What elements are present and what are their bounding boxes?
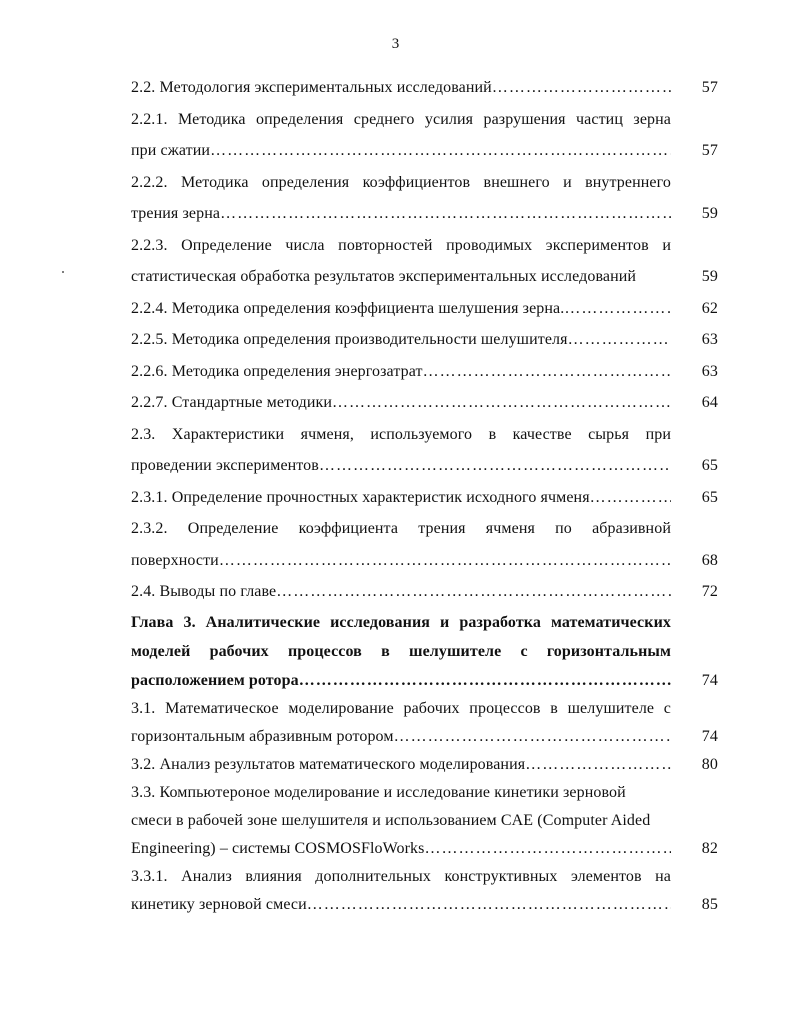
toc-entry-2-2 xyxy=(131,72,718,104)
toc-page-number: 64 xyxy=(701,394,718,411)
toc-entry-title-line: 2.2.1. Методика определения среднего усилия разрушения частиц зерна xyxy=(131,110,671,128)
toc-entry-2-2-4 xyxy=(131,293,718,325)
toc-entry-title: 2.2.7. Стандартные методики xyxy=(131,394,333,411)
leader-dots xyxy=(525,751,671,779)
toc-entry-chapter-3 xyxy=(131,608,718,695)
leader-dots xyxy=(423,356,671,388)
leader-dots xyxy=(590,482,671,514)
toc-entry-title-line: 3.3. Компьютероное моделирование и исследование кинетики зерновой xyxy=(131,783,626,801)
toc-entry-title-line: Глава 3. Аналитические исследования и разработка математических xyxy=(131,613,671,631)
toc-entry-title: 2.2.4. Методика определения коэффициента шелушения зерна. xyxy=(131,299,565,317)
toc-entry-3-1 xyxy=(131,695,718,751)
leader-dots xyxy=(332,387,671,419)
toc-page-number: 85 xyxy=(701,895,718,913)
toc-entry-title: трения зерна xyxy=(131,205,221,222)
toc-page-number: 62 xyxy=(701,299,718,317)
toc-entry-title: кинетику зерновой смеси xyxy=(131,895,307,913)
toc-entry-2-2-1 xyxy=(131,104,718,167)
toc-entry-title: расположением ротора xyxy=(131,671,299,689)
toc-entry-title: 2.2.6. Методика определения энергозатрат xyxy=(131,362,423,380)
toc-entry-3-2 xyxy=(131,751,718,779)
toc-page-number: 63 xyxy=(701,331,718,348)
toc-entry-title-line: 2.2.2. Методика определения коэффициентов внешнего и внутреннего xyxy=(131,173,671,191)
toc-entry-2-2-3 xyxy=(131,230,718,293)
leader-dots xyxy=(568,324,671,356)
toc-entry-2-2-6 xyxy=(131,356,718,388)
table-of-contents xyxy=(131,72,718,919)
toc-page-number: 72 xyxy=(701,583,718,600)
toc-page-number: 65 xyxy=(701,488,718,506)
toc-entry-title: проведении экспериментов xyxy=(131,457,319,474)
toc-entry-3-3-1 xyxy=(131,863,718,919)
scan-speck xyxy=(62,271,64,273)
leader-dots xyxy=(564,293,671,325)
leader-dots xyxy=(394,723,671,751)
toc-page-number: 82 xyxy=(701,839,718,857)
toc-entry-title: 2.2.5. Методика определения производительности шелушителя xyxy=(131,331,568,348)
leader-dots xyxy=(424,835,671,863)
page-number: 3 xyxy=(391,36,400,52)
leader-dots xyxy=(220,198,671,230)
toc-entry-title-line: 2.3.2. Определение коэффициента трения ячменя по абразивной xyxy=(131,520,671,537)
toc-entry-title-line: 2.3. Характеристики ячменя, используемого в качестве сырья при xyxy=(131,425,671,443)
toc-entry-2-2-7 xyxy=(131,387,718,419)
toc-entry-2-2-2 xyxy=(131,167,718,230)
toc-entry-title-line: 3.1. Математическое моделирование рабочих процессов в шелушителе с xyxy=(131,699,671,717)
toc-page-number: 74 xyxy=(701,727,718,745)
toc-entry-title-line: моделей рабочих процессов в шелушителе с горизонтальным xyxy=(131,642,671,660)
toc-page-number: 57 xyxy=(701,79,718,96)
leader-dots xyxy=(276,576,671,608)
toc-entry-title-line: 3.3.1. Анализ влияния дополнительных конструктивных элементов на xyxy=(131,867,671,885)
toc-entry-title: горизонтальным абразивным ротором xyxy=(131,727,394,745)
toc-entry-2-2-5 xyxy=(131,324,718,356)
leader-dots xyxy=(299,666,671,695)
toc-entry-title: статистическая обработка результатов экспериментальных исследований xyxy=(131,268,637,285)
toc-entry-title: при сжатии xyxy=(131,142,211,159)
toc-page-number: 59 xyxy=(701,205,718,222)
toc-entry-2-3-1 xyxy=(131,482,718,514)
toc-entry-title: 2.3.1. Определение прочностных характеристик исходного ячменя xyxy=(131,488,590,506)
leader-dots xyxy=(210,135,671,167)
toc-page-number: 59 xyxy=(701,268,718,285)
toc-page-number: 63 xyxy=(701,362,718,380)
toc-entry-3-3 xyxy=(131,779,718,863)
toc-entry-title: 2.4. Выводы по главе xyxy=(131,583,277,600)
toc-entry-2-3 xyxy=(131,419,718,482)
toc-entry-title-line: смеси в рабочей зоне шелушителя и использованием CAE (Computer Aided xyxy=(131,811,651,829)
leader-dots xyxy=(319,450,671,482)
toc-page-number: 68 xyxy=(701,551,718,569)
toc-entry-title: 3.2. Анализ результатов математического моделирования xyxy=(131,755,526,773)
toc-page-number: 57 xyxy=(701,142,718,159)
leader-dots xyxy=(307,891,671,919)
toc-entry-title: Engineering) – системы COSMOSFloWorks xyxy=(131,839,425,857)
toc-page-number: 74 xyxy=(701,671,718,689)
toc-page-number: 65 xyxy=(701,457,718,474)
leader-dots xyxy=(219,545,671,577)
toc-entry-title: 2.2. Методология экспериментальных исследований xyxy=(131,79,492,96)
toc-page-number: 80 xyxy=(701,755,718,773)
toc-entry-2-3-2 xyxy=(131,513,718,576)
leader-dots xyxy=(492,72,671,104)
toc-entry-2-4 xyxy=(131,576,718,608)
toc-entry-title-line: 2.2.3. Определение числа повторностей проводимых экспериментов и xyxy=(131,236,671,254)
toc-entry-title: поверхности xyxy=(131,551,219,569)
